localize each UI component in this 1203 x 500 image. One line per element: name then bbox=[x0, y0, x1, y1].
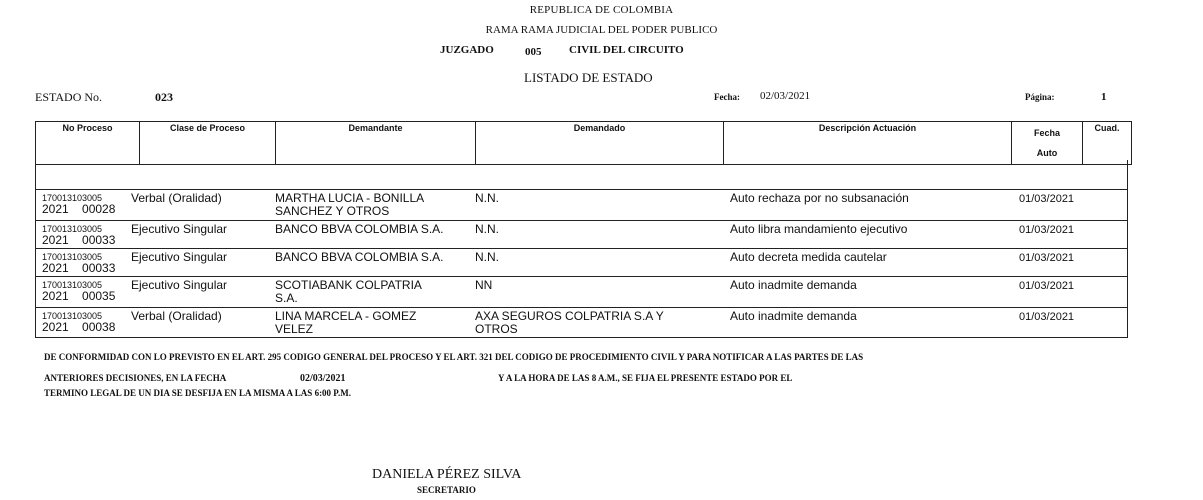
demandante-line2: SANCHEZ Y OTROS bbox=[275, 204, 390, 218]
demandante-line1: BANCO BBVA COLOMBIA S.A. bbox=[275, 222, 444, 236]
no-proceso-code: 170013103005 bbox=[42, 193, 103, 203]
table-row bbox=[36, 308, 1127, 338]
no-proceso-code: 170013103005 bbox=[42, 224, 103, 234]
estado-number: 023 bbox=[155, 90, 173, 104]
row-descripcion: Auto rechaza por no subsanación bbox=[730, 191, 909, 205]
juzgado-label: JUZGADO bbox=[440, 44, 494, 56]
signer-role: SECRETARIO bbox=[417, 485, 476, 495]
table-header bbox=[35, 121, 1132, 165]
juzgado-number: 005 bbox=[525, 46, 542, 58]
table-blank-row bbox=[35, 160, 1128, 190]
row-no-proceso bbox=[42, 193, 115, 215]
no-proceso-year: 2021 00028 bbox=[42, 202, 116, 216]
col-demandante: Demandante bbox=[276, 122, 476, 165]
col-auto-label: Auto bbox=[1036, 148, 1058, 158]
signer-name: DANIELA PÉREZ SILVA bbox=[372, 467, 522, 482]
col-fecha-auto bbox=[1012, 122, 1083, 165]
demandado-line1: N.N. bbox=[475, 222, 499, 236]
fecha-label: Fecha: bbox=[714, 92, 740, 102]
row-clase: Ejecutivo Singular bbox=[131, 250, 228, 264]
footer-legal-line1: DE CONFORMIDAD CON LO PREVISTO EN EL ART. 295 CODIGO GENERAL DEL PROCESO Y EL ART. 321 DEL CODIGO DE PROCEDIMIENTO CIVIL Y PARA NOTIFICAR A LAS PARTES DE LAS bbox=[44, 352, 864, 362]
no-proceso-year: 2021 00033 bbox=[42, 261, 116, 275]
table-row bbox=[36, 190, 1127, 221]
header-rama-judicial: RAMA RAMA JUDICIAL DEL PODER PUBLICO bbox=[485, 24, 718, 36]
row-fecha: 01/03/2021 bbox=[1019, 280, 1075, 292]
row-demandado bbox=[475, 279, 492, 292]
row-fecha: 01/03/2021 bbox=[1019, 311, 1075, 323]
pagina-value: 1 bbox=[1101, 91, 1107, 103]
no-proceso-year: 2021 00035 bbox=[42, 289, 116, 303]
row-demandante bbox=[275, 251, 444, 264]
demandante-line2: S.A. bbox=[275, 291, 298, 305]
demandante-line2: VELEZ bbox=[275, 322, 314, 336]
row-demandante bbox=[275, 192, 424, 218]
footer-legal-line3: TERMINO LEGAL DE UN DIA SE DESFIJA EN LA MISMA A LAS 6:00 P.M. bbox=[44, 388, 351, 398]
demandante-line1: MARTHA LUCIA - BONILLA bbox=[275, 191, 425, 205]
row-demandado bbox=[475, 192, 499, 205]
row-demandante bbox=[275, 279, 422, 305]
col-clase-proceso: Clase de Proceso bbox=[140, 122, 276, 165]
row-no-proceso bbox=[42, 252, 115, 274]
footer-legal-line2b: Y A LA HORA DE LAS 8 A.M., SE FIJA EL PRESENTE ESTADO POR EL bbox=[498, 373, 793, 383]
footer-legal-line2a: ANTERIORES DECISIONES, EN LA FECHA bbox=[44, 373, 227, 383]
col-no-proceso: No Proceso bbox=[36, 122, 140, 165]
col-demandado: Demandado bbox=[476, 122, 724, 165]
row-demandante bbox=[275, 223, 444, 236]
row-no-proceso bbox=[42, 280, 115, 302]
demandante-line1: SCOTIABANK COLPATRIA bbox=[275, 278, 422, 292]
no-proceso-year: 2021 00033 bbox=[42, 233, 116, 247]
no-proceso-year: 2021 00038 bbox=[42, 320, 116, 334]
fecha-value: 02/03/2021 bbox=[760, 90, 811, 102]
row-no-proceso bbox=[42, 311, 115, 333]
footer-legal-date: 02/03/2021 bbox=[300, 373, 346, 384]
row-descripcion: Auto inadmite demanda bbox=[730, 278, 857, 292]
row-clase: Verbal (Oralidad) bbox=[131, 309, 222, 323]
table-row bbox=[36, 221, 1127, 249]
row-descripcion: Auto inadmite demanda bbox=[730, 309, 857, 323]
demandante-line1: BANCO BBVA COLOMBIA S.A. bbox=[275, 250, 444, 264]
demandado-line2: OTROS bbox=[475, 322, 518, 336]
demandado-line1: AXA SEGUROS COLPATRIA S.A Y bbox=[475, 309, 664, 323]
table-body bbox=[35, 190, 1128, 338]
row-demandado bbox=[475, 223, 499, 236]
estado-label: ESTADO No. bbox=[35, 90, 103, 104]
demandante-line1: LINA MARCELA - GOMEZ bbox=[275, 309, 417, 323]
row-fecha: 01/03/2021 bbox=[1019, 252, 1075, 264]
row-demandante bbox=[275, 310, 416, 336]
row-clase: Ejecutivo Singular bbox=[131, 222, 228, 236]
row-fecha: 01/03/2021 bbox=[1019, 193, 1075, 205]
no-proceso-code: 170013103005 bbox=[42, 252, 103, 262]
col-fecha-label: Fecha bbox=[1033, 128, 1060, 138]
demandado-line1: N.N. bbox=[475, 191, 499, 205]
row-descripcion: Auto libra mandamiento ejecutivo bbox=[730, 222, 908, 236]
row-no-proceso bbox=[42, 224, 115, 246]
table-row bbox=[36, 277, 1127, 308]
col-cuad: Cuad. bbox=[1083, 122, 1132, 165]
listado-title: LISTADO DE ESTADO bbox=[524, 70, 653, 85]
table-row bbox=[36, 249, 1127, 277]
no-proceso-code: 170013103005 bbox=[42, 311, 103, 321]
no-proceso-code: 170013103005 bbox=[42, 280, 103, 290]
row-descripcion: Auto decreta medida cautelar bbox=[730, 250, 887, 264]
header-republica: REPUBLICA DE COLOMBIA bbox=[529, 4, 674, 16]
col-descripcion: Descripción Actuación bbox=[724, 122, 1012, 165]
demandado-line1: NN bbox=[475, 278, 493, 292]
row-fecha: 01/03/2021 bbox=[1019, 224, 1075, 236]
row-demandado bbox=[475, 251, 499, 264]
row-demandado bbox=[475, 310, 664, 336]
pagina-label: Página: bbox=[1025, 92, 1055, 102]
demandado-line1: N.N. bbox=[475, 250, 499, 264]
juzgado-type: CIVIL DEL CIRCUITO bbox=[569, 44, 684, 56]
row-clase: Ejecutivo Singular bbox=[131, 278, 228, 292]
row-clase: Verbal (Oralidad) bbox=[131, 191, 222, 205]
